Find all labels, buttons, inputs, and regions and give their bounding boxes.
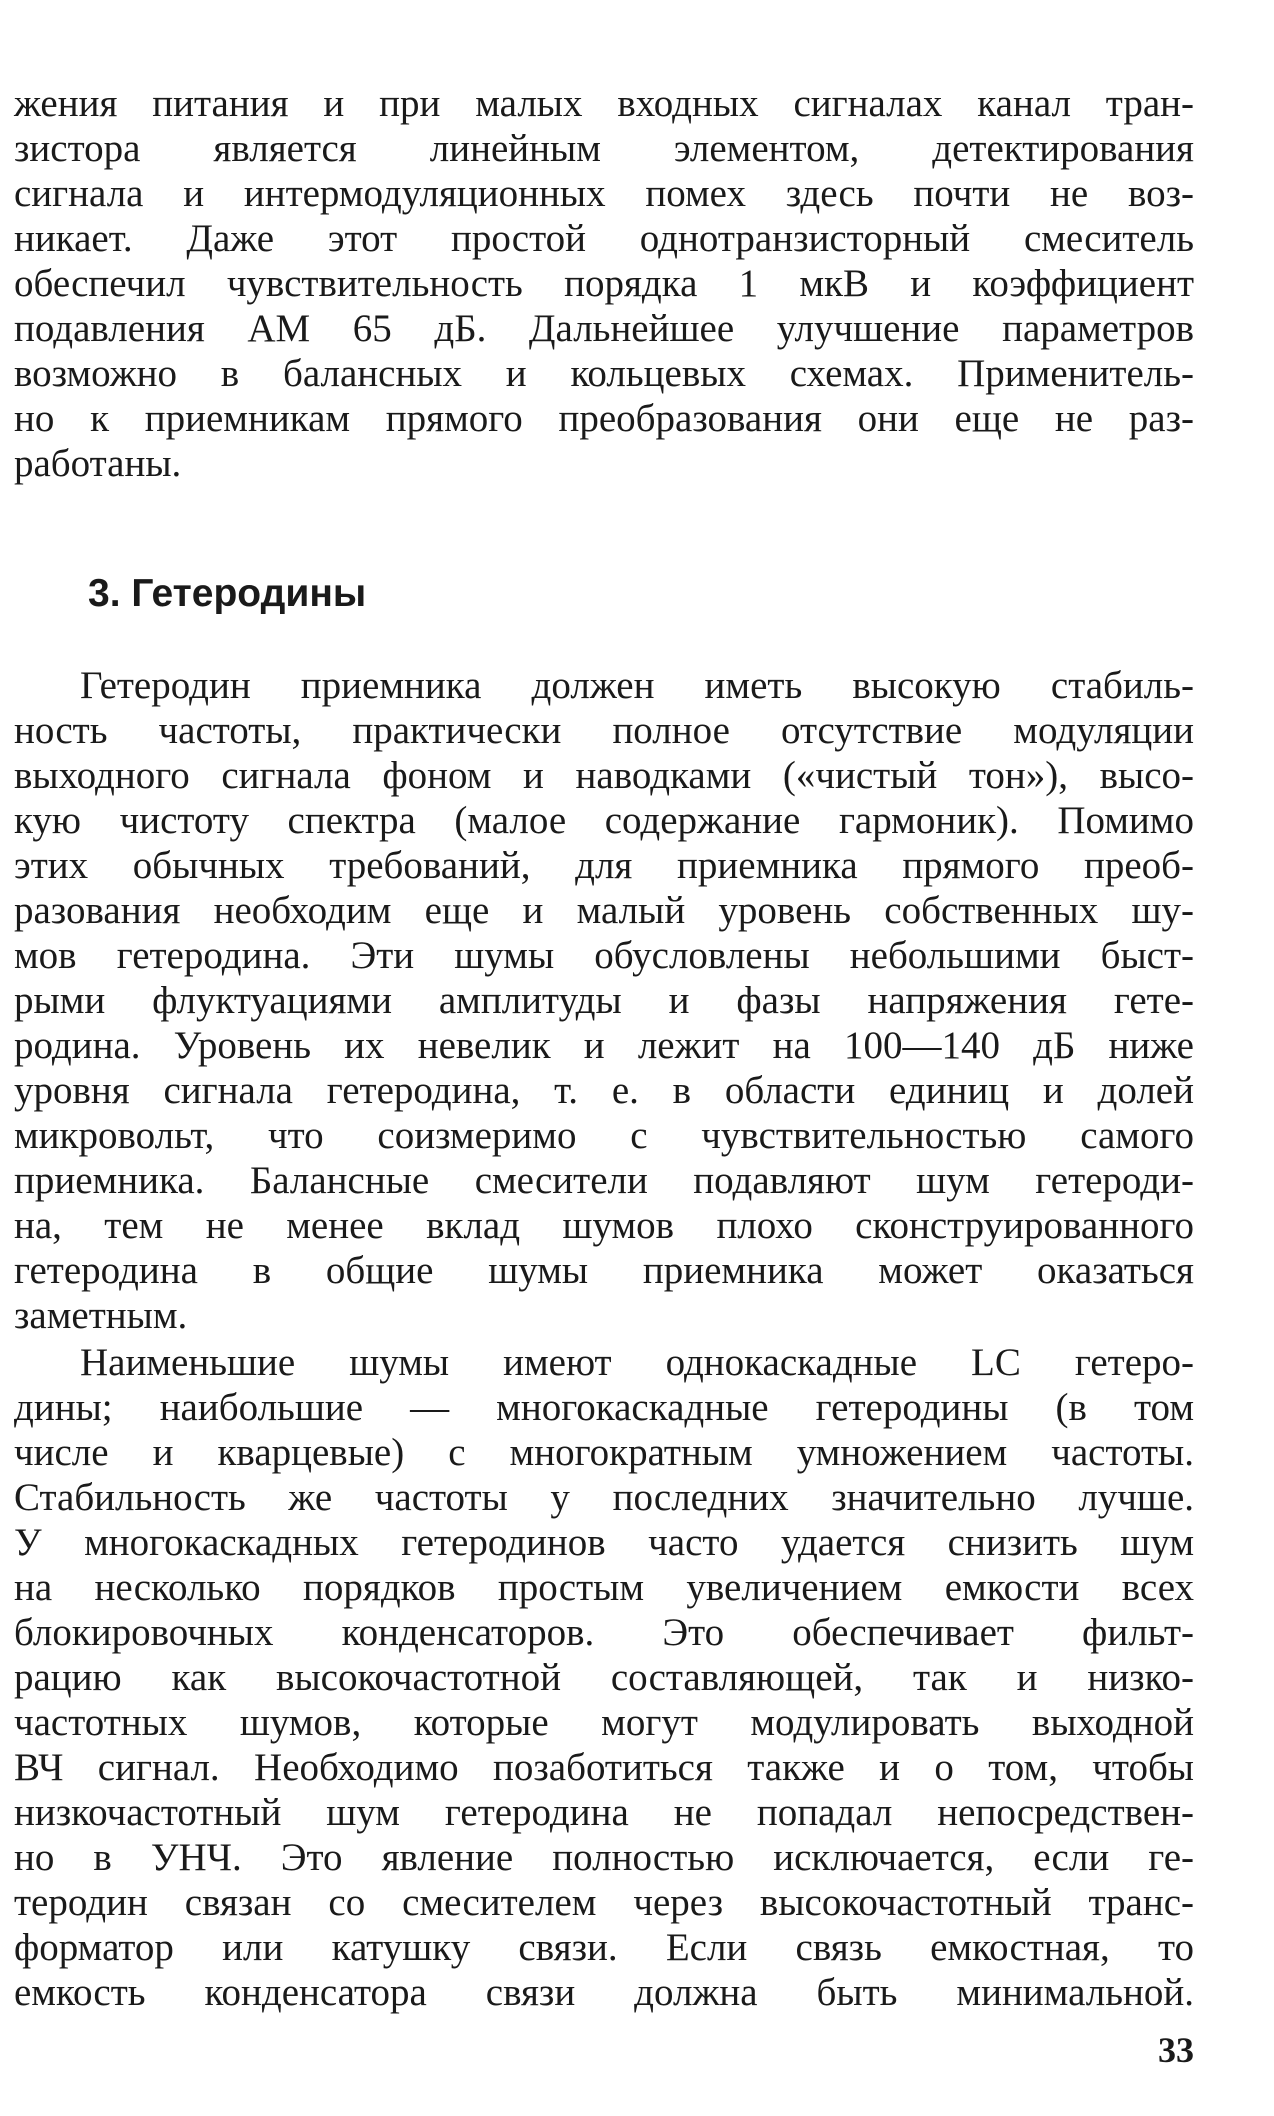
text-line: Гетеродин приемника должен иметь высокую стабиль- — [80, 664, 1194, 707]
text-line: дины; наибольшие — многокаскадные гетеродины (в том — [14, 1386, 1194, 1429]
text-line: обеспечил чувствительность порядка 1 мкВ и коэффициент — [14, 262, 1194, 305]
text-line: ность частоты, практически полное отсутствие модуляции — [14, 709, 1194, 752]
text-line: на, тем не менее вклад шумов плохо сконструированного — [14, 1204, 1194, 1247]
text-line: микровольт, что соизмеримо с чувствительностью самого — [14, 1114, 1194, 1157]
text-line: возможно в балансных и кольцевых схемах. Применитель- — [14, 352, 1194, 395]
text-line: но к приемникам прямого преобразования они еще не раз- — [14, 397, 1194, 440]
text-line: емкость конденсатора связи должна быть минимальной. — [14, 1971, 1194, 2014]
text-line: гетеродина в общие шумы приемника может оказаться — [14, 1249, 1194, 1292]
text-line: частотных шумов, которые могут модулировать выходной — [14, 1701, 1194, 1744]
text-line: Стабильность же частоты у последних значительно лучше. — [14, 1476, 1194, 1519]
text-line: на несколько порядков простым увеличением емкости всех — [14, 1566, 1194, 1609]
text-line: работаны. — [14, 442, 182, 485]
text-line: выходного сигнала фоном и наводками («чистый тон»), высо- — [14, 754, 1194, 797]
text-line: числе и кварцевые) с многократным умножением частоты. — [14, 1431, 1194, 1474]
text-line: кую чистоту спектра (малое содержание гармоник). Помимо — [14, 799, 1194, 842]
text-line: ВЧ сигнал. Необходимо позаботиться также и о том, чтобы — [14, 1746, 1194, 1789]
text-line: заметным. — [14, 1294, 188, 1337]
text-line: приемника. Балансные смесители подавляют шум гетероди- — [14, 1159, 1194, 1202]
text-line: но в УНЧ. Это явление полностью исключается, если ге- — [14, 1836, 1194, 1879]
text-line: жения питания и при малых входных сигналах канал тран- — [14, 82, 1194, 125]
text-line: уровня сигнала гетеродина, т. е. в области единиц и долей — [14, 1069, 1194, 1112]
text-line: родина. Уровень их невелик и лежит на 100—140 дБ ниже — [14, 1024, 1194, 1067]
text-line: низкочастотный шум гетеродина не попадал непосредствен- — [14, 1791, 1194, 1834]
section-heading: 3. Гетеродины — [88, 572, 367, 615]
text-line: теродин связан со смесителем через высокочастотный транс- — [14, 1881, 1194, 1924]
text-line: блокировочных конденсаторов. Это обеспечивает фильт- — [14, 1611, 1194, 1654]
text-line: подавления АМ 65 дБ. Дальнейшее улучшение параметров — [14, 307, 1194, 350]
page-number: 33 — [1158, 2030, 1194, 2070]
text-line: никает. Даже этот простой однотранзисторный смеситель — [14, 217, 1194, 260]
text-line: форматор или катушку связи. Если связь емкостная, то — [14, 1926, 1194, 1969]
text-line: сигнала и интермодуляционных помех здесь почти не воз- — [14, 172, 1194, 215]
text-line: разования необходим еще и малый уровень собственных шу- — [14, 889, 1194, 932]
text-line: Наименьшие шумы имеют однокаскадные LC гетеро- — [80, 1341, 1194, 1384]
text-line: рыми флуктуациями амплитуды и фазы напряжения гете- — [14, 979, 1194, 1022]
text-line: мов гетеродина. Эти шумы обусловлены небольшими быст- — [14, 934, 1194, 977]
text-line: У многокаскадных гетеродинов часто удается снизить шум — [14, 1521, 1194, 1564]
text-line: рацию как высокочастотной составляющей, так и низко- — [14, 1656, 1194, 1699]
text-line: этих обычных требований, для приемника прямого преоб- — [14, 844, 1194, 887]
text-line: зистора является линейным элементом, детектирования — [14, 127, 1194, 170]
